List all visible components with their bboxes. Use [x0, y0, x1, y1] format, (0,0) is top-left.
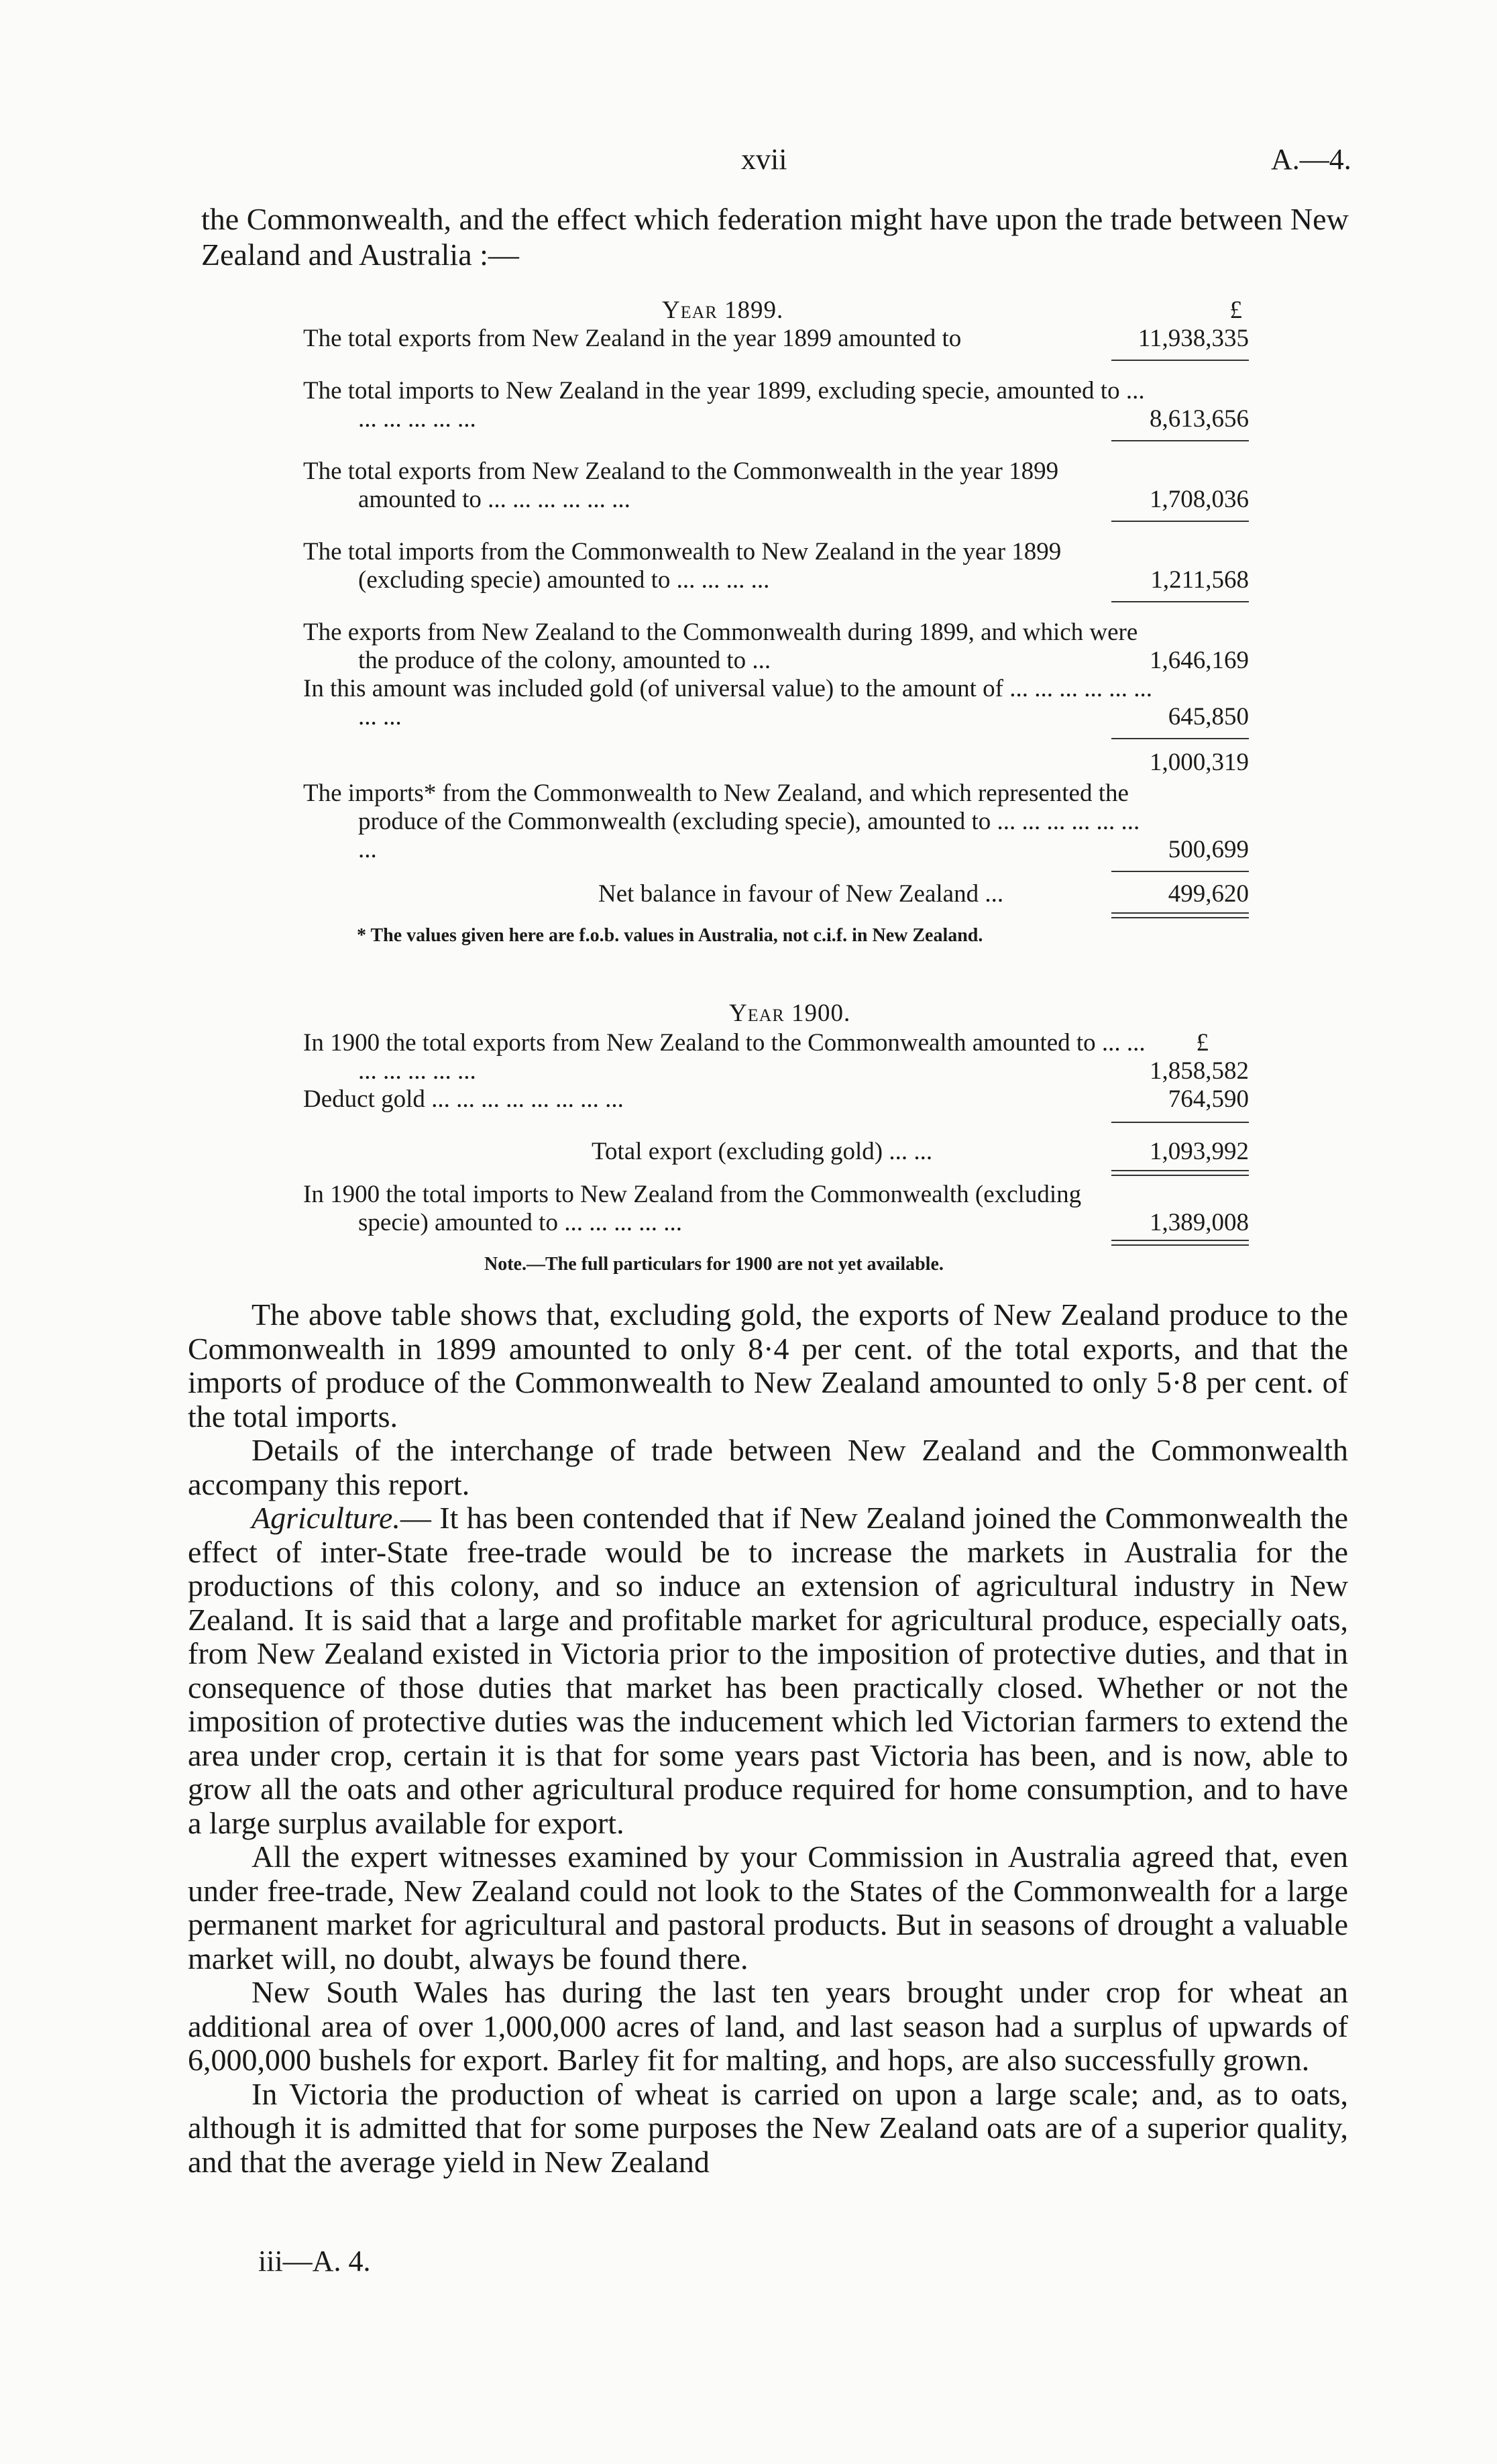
table-row: The imports* from the Commonwealth to New Zealand, and which represented the produce of the Commonwealth (excluding specie), amounted to ... ... ... ... ... ... ... 500,699 — [303, 780, 1249, 863]
table-row: The total imports to New Zealand in the year 1899, excluding specie, amounted to ... ... ... ... ... ... 8,613,656 — [303, 377, 1249, 433]
total-export-row: Total export (excluding gold) ... ... 1,093,992 — [592, 1138, 1249, 1165]
paragraph: Agriculture.— It has been contended that if New Zealand joined the Commonwealth the effect of inter-State free-trade would be to increase the markets in Australia for the productions of this colony, and so induce an extension of agricultural industry in New Zealand. It is said that a large and profitable market for agricultural produce, especially oats, from New Zealand existed in Victoria prior to the imposition of protective duties, and that in consequence of those duties that market has been practically closed. Whether or not the imposition of protective duties was the inducement which led Victorian farmers to extend the area under crop, certain it is that for some years past Victoria has been, and is now, able to grow all the oats and other agricultural produce required for home consumption, and to have a large surplus available for export. — [188, 1501, 1348, 1840]
table-row: The total exports from New Zealand in the year 1899 amounted to 11,938,335 — [303, 325, 1249, 352]
signature: iii—A. 4. — [258, 2245, 371, 2278]
year-1899-heading: Year 1899. — [662, 297, 784, 324]
paragraph: The above table shows that, excluding gold, the exports of New Zealand produce to the Commonwealth in 1899 amounted to only 8·4 per cent. of the total exports, and that the imports of produce of the Commonwealth to New Zealand amounted to only 5·8 per cent. of the total imports. — [188, 1297, 1348, 1434]
year-1899-table — [303, 297, 1249, 959]
table-row: In 1900 the total exports from New Zealand to the Commonwealth amounted to ... ... ... ... ... ... ... £ 1,858,582 — [303, 1029, 1249, 1085]
currency-symbol: £ — [1229, 297, 1242, 324]
paragraph: New South Wales has during the last ten years brought under crop for wheat an additional area of over 1,000,000 acres of land, and last season had a surplus of upwards of 6,000,000 bushels for export. Barley fit for malting, and hops, are also successfully grown. — [188, 1975, 1348, 2077]
page-number: xvii — [741, 143, 787, 176]
year-1900-heading: Year 1900. — [729, 1000, 851, 1027]
paragraph: All the expert witnesses examined by your Commission in Australia agreed that, even under free-trade, New Zealand could not look to the States of the Commonwealth for a large permanent market for agricultural and pastoral products. But in seasons of drought a valuable market will, no doubt, always be found there. — [188, 1839, 1348, 1976]
subtotal-value: 1,000,319 — [1150, 749, 1249, 776]
year-1900-table — [303, 1000, 1249, 1277]
body-text — [188, 1298, 1348, 2179]
paragraph: Details of the interchange of trade between New Zealand and the Commonwealth accompany this report. — [188, 1433, 1348, 1501]
table-row: In this amount was included gold (of universal value) to the amount of ... ... ... ... ... ... ... ... 645,850 — [303, 675, 1249, 731]
footnote: * The values given here are f.o.b. values in Australia, not c.i.f. in New Zealand. — [357, 925, 983, 946]
paragraph: In Victoria the production of wheat is carried on upon a large scale; and, as to oats, although it is admitted that for some purposes the New Zealand oats are of a superior quality, and that the average yield in New Zealand — [188, 2076, 1348, 2179]
table-row: The exports from New Zealand to the Commonwealth during 1899, and which were the produce of the colony, amounted to ... 1,646,169 — [303, 619, 1249, 674]
note: Note.—The full particulars for 1900 are not yet available. — [484, 1254, 944, 1275]
currency-symbol: £ — [1196, 1029, 1209, 1057]
table-row: The total imports from the Commonwealth to New Zealand in the year 1899 (excluding specie) amounted to ... ... ... ... 1,211,568 — [303, 538, 1249, 594]
agriculture-title: Agriculture. — [252, 1501, 400, 1535]
intro-text: the Commonwealth, and the effect which federation might have upon the trade between New Zealand and Australia :— — [201, 202, 1349, 272]
table-row: The total exports from New Zealand to the Commonwealth in the year 1899 amounted to ... ... ... ... ... ... 1,708,036 — [303, 458, 1249, 513]
net-balance-row: Net balance in favour of New Zealand ... 499,620 — [598, 880, 1249, 908]
document-reference: A.—4. — [1271, 143, 1351, 176]
table-row: Deduct gold ... ... ... ... ... ... ... ... 764,590 — [303, 1085, 1249, 1113]
table-row: In 1900 the total imports to New Zealand from the Commonwealth (excluding specie) amounted to ... ... ... ... ... 1,389,008 — [303, 1181, 1249, 1236]
